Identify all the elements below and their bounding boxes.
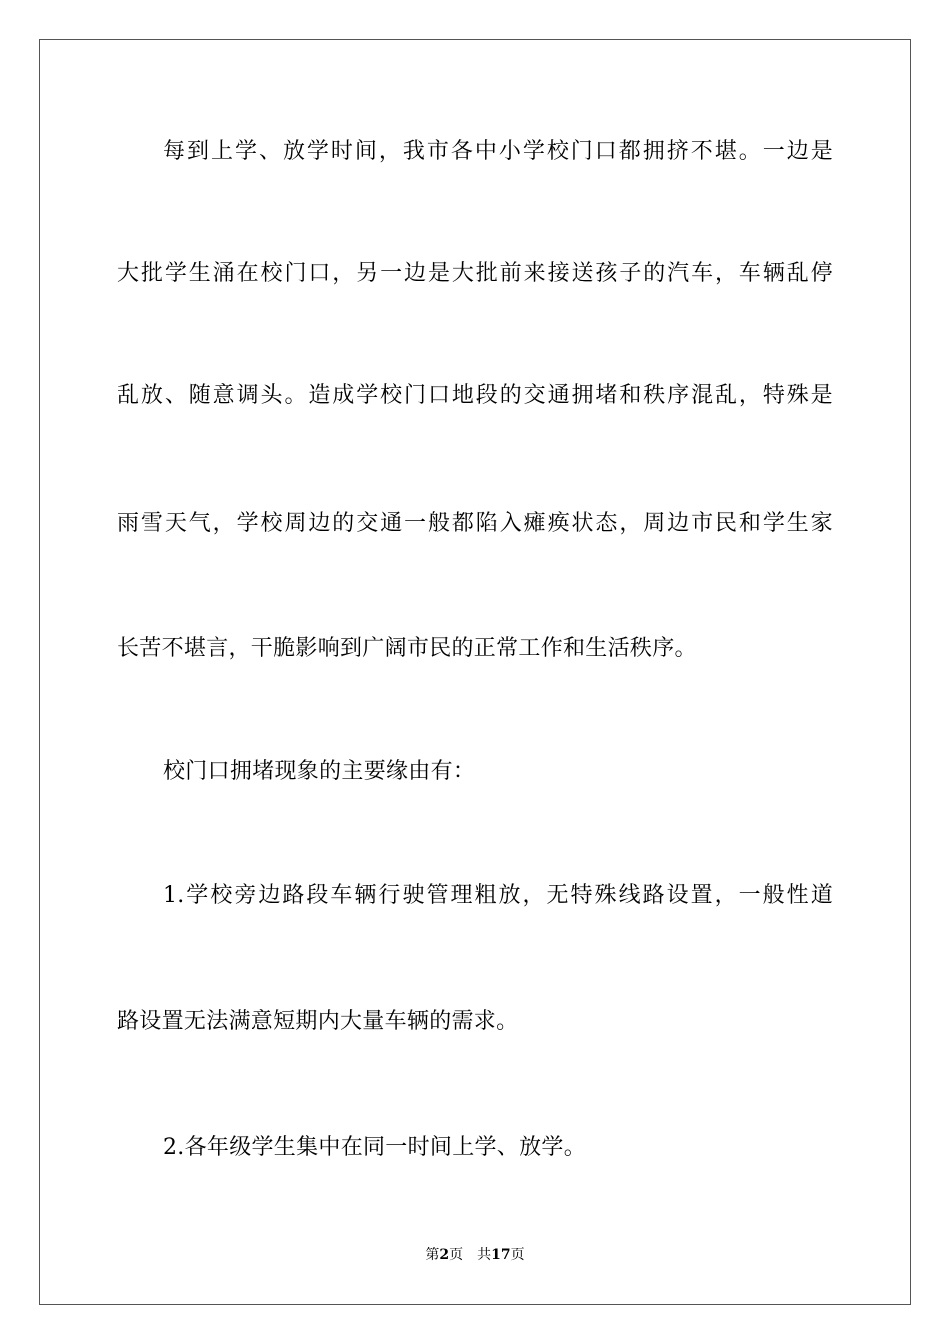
footer-page-suffix: 页 bbox=[449, 1247, 464, 1263]
page-footer bbox=[0, 1246, 950, 1264]
paragraph-line-2: 大批学生涌在校门口，另一边是大批前来接送孩子的汽车，车辆乱停 bbox=[117, 261, 833, 286]
list-item-2-line-1: 2.各年级学生集中在同一时间上学、放学。 bbox=[163, 1135, 586, 1160]
footer-total-prefix: 共 bbox=[477, 1247, 492, 1263]
page-border bbox=[39, 39, 911, 1305]
paragraph-line-1: 每到上学、放学时间，我市各中小学校门口都拥挤不堪。一边是 bbox=[163, 139, 833, 164]
paragraph-line-6: 校门口拥堵现象的主要缘由有： bbox=[163, 759, 476, 784]
paragraph-line-3: 乱放、随意调头。造成学校门口地段的交通拥堵和秩序混乱，特殊是 bbox=[117, 383, 833, 408]
list-item-1-line-2: 路设置无法满意短期内大量车辆的需求。 bbox=[117, 1009, 519, 1034]
list-item-1-line-1: 1.学校旁边路段车辆行驶管理粗放，无特殊线路设置，一般性道 bbox=[163, 883, 833, 908]
paragraph-line-5: 长苦不堪言，干脆影响到广阔市民的正常工作和生活秩序。 bbox=[117, 636, 697, 661]
footer-page-prefix: 第 bbox=[425, 1247, 440, 1263]
paragraph-line-4: 雨雪天气，学校周边的交通一般都陷入瘫痪状态，周边市民和学生家 bbox=[117, 511, 833, 536]
footer-page-number: 2 bbox=[439, 1247, 450, 1263]
footer-total-suffix: 页 bbox=[510, 1247, 525, 1263]
footer-total-pages: 17 bbox=[491, 1247, 511, 1263]
